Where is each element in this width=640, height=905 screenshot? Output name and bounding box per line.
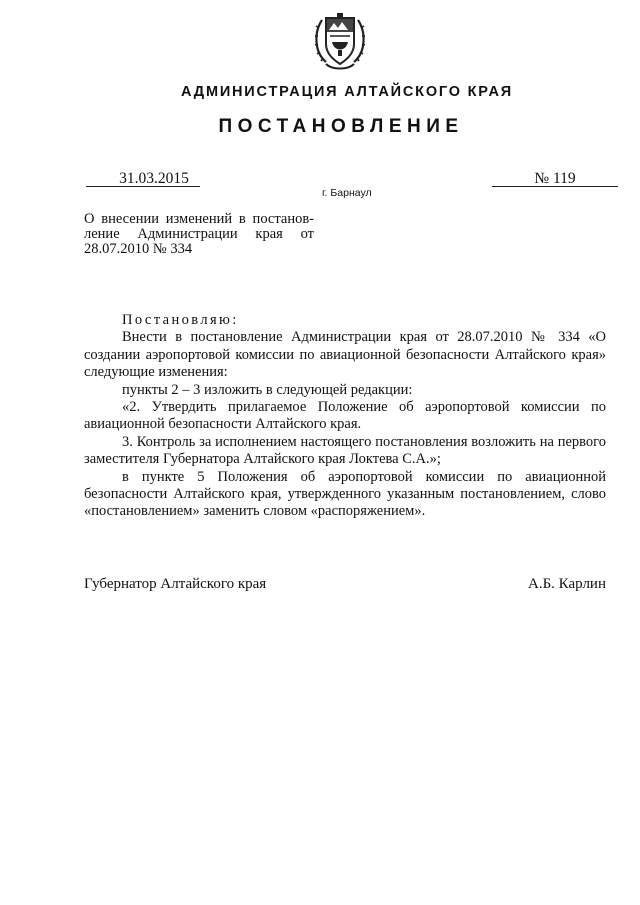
document-date: 31.03.2015	[119, 170, 189, 187]
subject-line: ление Администрации края от	[84, 226, 314, 242]
number-underline	[492, 186, 618, 187]
body-paragraph: «2. Утвердить прилагаемое Положение об аэропортовой комиссии по авиационной безопасности Алтайского края.	[84, 399, 606, 433]
subject-line: 28.07.2010 № 334	[84, 241, 193, 257]
document-subject	[84, 212, 314, 257]
signatory-title: Губернатор Алтайского края	[84, 576, 267, 592]
signatory-name: А.Б. Карлин	[527, 576, 606, 592]
agency-name: АДМИНИСТРАЦИЯ АЛТАЙСКОГО КРАЯ	[181, 84, 513, 100]
body-paragraph: в пункте 5 Положения об аэропортовой комиссии по авиационной безопасности Алтайского края, утвержденного указанным постановлением, слово «постановлением» заменить словом «распоряжением».	[84, 468, 606, 520]
body-paragraph: Внести в постановление Администрации края от 28.07.2010 № 334 «О создании аэропортовой комиссии по авиационной безопасности Алтайского края» следующие изменения:	[84, 329, 606, 381]
resolution-opening: Постановляю:	[122, 312, 239, 328]
subject-line: О внесении изменений в постанов-	[84, 211, 314, 227]
document-body	[84, 312, 606, 521]
document-city: г. Барнаул	[322, 187, 372, 199]
body-paragraph: 3. Контроль за исполнением настоящего постановления возложить на первого заместителя Губернатора Алтайского края Локтева С.А.»;	[84, 433, 606, 468]
date-underline	[86, 186, 200, 187]
document-number: № 119	[534, 170, 576, 187]
altai-krai-coat-of-arms-icon	[312, 8, 368, 72]
body-paragraph: пункты 2 – 3 изложить в следующей редакции:	[122, 381, 413, 398]
document-type-title: ПОСТАНОВЛЕНИЕ	[218, 116, 464, 137]
